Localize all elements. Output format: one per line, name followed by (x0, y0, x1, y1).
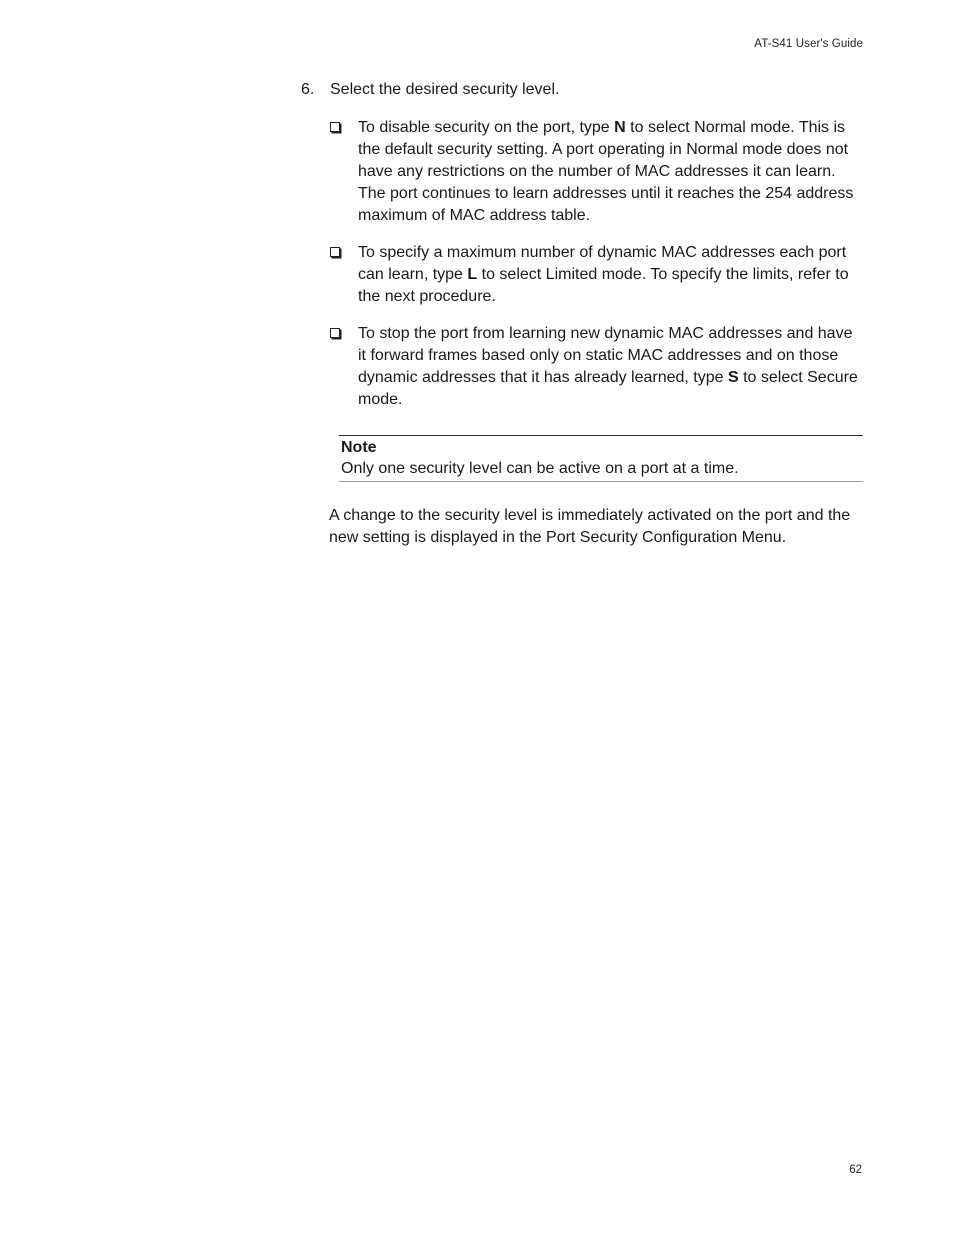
note-text: Only one security level can be active on a port at a time. (341, 460, 739, 477)
option-key: L (467, 266, 478, 283)
note-box (339, 435, 863, 482)
option-text: to select Secure mode. (358, 369, 858, 408)
option-normal-mode (329, 117, 863, 227)
option-text: To stop the port from learning new dynamic MAC addresses and have it forward frames based only on static MAC addresses and on those dynamic addresses that it has already learned, type (358, 325, 853, 386)
option-text: To disable security on the port, type (358, 119, 615, 136)
closing-paragraph: A change to the security level is immediately activated on the port and the new setting is displayed in the Port Security Configuration Menu. (329, 507, 851, 546)
checkbox-bullet-icon (330, 328, 340, 338)
page-number: 62 (849, 1164, 862, 1176)
option-secure-mode (329, 323, 863, 411)
step-text: Select the desired security level. (330, 81, 560, 98)
option-text: to select Normal mode. This is the default security setting. A port operating in Normal mode does not have any restrictions on the number of MAC addresses it can learn. The port continues to learn addresses until it reaches the 254 address maximum of MAC address table. (358, 119, 854, 224)
option-key: S (727, 369, 739, 386)
step-number: 6. (301, 81, 315, 98)
checkbox-bullet-icon (330, 247, 340, 257)
checkbox-bullet-icon (330, 122, 340, 132)
running-header: AT-S41 User's Guide (754, 38, 863, 50)
note-title: Note (341, 439, 377, 456)
option-limited-mode (329, 242, 863, 308)
option-text: to select Limited mode. To specify the limits, refer to the next procedure. (358, 266, 849, 305)
security-level-options (329, 117, 863, 426)
option-key: N (614, 119, 626, 136)
option-text: To specify a maximum number of dynamic MAC addresses each port can learn, type (358, 244, 847, 283)
